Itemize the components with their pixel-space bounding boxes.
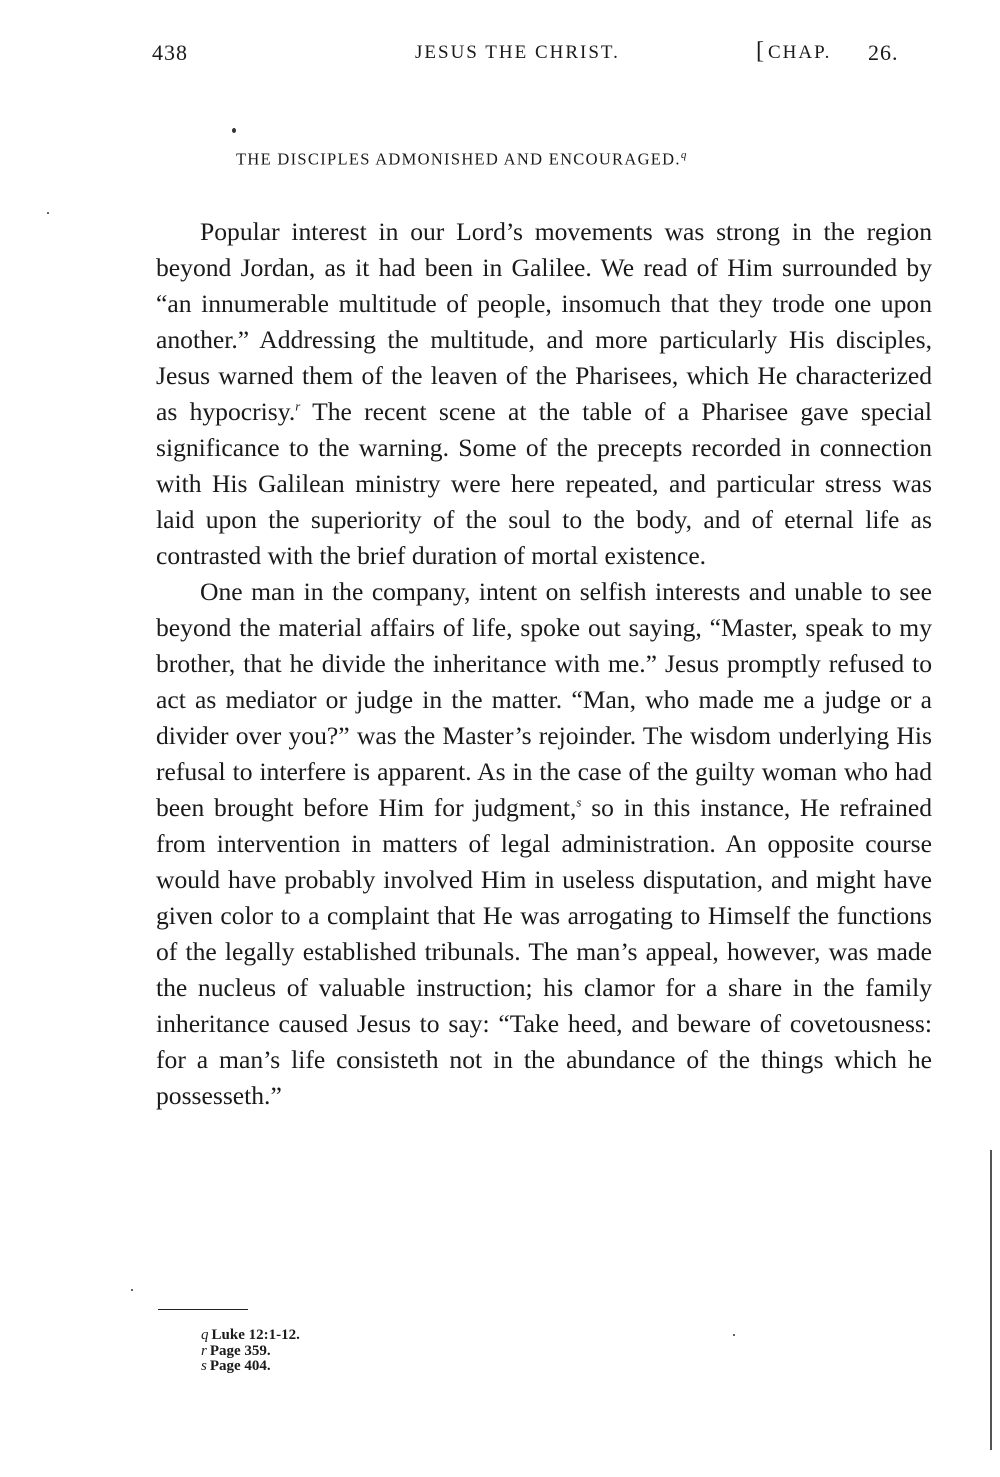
paragraph-1-part-a: Popular interest in our Lord’s movements was strong in the region beyond Jordan, as it had been in Galilee. We read of Him surrounded by “an innumerable multitude of people, insomuch that they trode one upon another.” Addressing the multitude, and more particularly His disciples, Jesus warned them of the leaven of the Pharisees, which He characterized as hypocrisy. (156, 217, 932, 426)
scan-speck (232, 128, 236, 133)
section-heading-text: THE DISCIPLES ADMONISHED AND ENCOURAGED. (236, 149, 681, 169)
footnote-mark: q (201, 1327, 209, 1343)
page-number: 438 (152, 40, 188, 65)
chapter-label: CHAP. (768, 42, 832, 63)
footnotes (201, 1328, 300, 1375)
footnote-text: Page 404. (209, 1358, 271, 1374)
body-text (156, 214, 932, 1114)
footnote-ref-r: r (295, 398, 301, 414)
section-heading (236, 149, 688, 170)
footnote-item (201, 1344, 300, 1360)
paragraph-2-part-b: so in this instance, He refrained from intervention in matters of legal administration. An opposite course would have probably involved Him in useless disputation, and might have given color to a complaint that He was arrogating to Himself the functions of the legally established tribunals. The man’s appeal, however, was made the nucleus of valuable instruction; his clamor for a share in the family inheritance caused Jesus to say: “Take heed, and beware of covetousness: for a man’s life consisteth not in the abundance of the things which he possesseth.” (156, 793, 932, 1110)
footnote-mark: s (201, 1358, 207, 1374)
footnote-rule (158, 1309, 248, 1310)
paragraph-1-part-b: The recent scene at the table of a Pharisee gave special significance to the warning. Some of the precepts recorded in connection with His Galilean ministry were here repeated, and particular stress was laid upon the superiority of the soul to the body, and of eternal life as contrasted with the brief duration of mortal existence. (156, 397, 932, 570)
footnote-item (201, 1328, 300, 1344)
scan-speck (733, 1334, 735, 1336)
paragraph-1 (156, 214, 932, 574)
scan-edge-line (990, 1150, 992, 1450)
book-title: JESUS THE CHRIST. (415, 42, 620, 63)
chapter-bracket: [ (756, 38, 765, 64)
footnote-ref-q: q (680, 149, 688, 161)
scan-speck (47, 212, 49, 214)
footnote-text: Luke 12:1-12. (211, 1327, 300, 1343)
scan-speck (131, 1289, 133, 1291)
footnote-mark: r (201, 1342, 207, 1359)
paragraph-2 (156, 574, 932, 1114)
paragraph-2-part-a: One man in the company, intent on selfish interests and unable to see beyond the material affairs of life, spoke out saying, “Master, speak to my brother, that he divide the inheritance with me.” Jesus promptly refused to act as mediator or judge in the matter. “Man, who made me a judge or a divider over you?” was the Master’s rejoinder. The wisdom underlying His refusal to interfere is apparent. As in the case of the guilty woman who had been brought before Him for judgment, (156, 577, 932, 822)
footnote-ref-s: s (576, 794, 582, 810)
footnote-item (201, 1359, 300, 1375)
running-head (152, 40, 932, 80)
footnote-text: Page 359. (209, 1342, 271, 1359)
chapter-number: 26. (868, 40, 899, 65)
